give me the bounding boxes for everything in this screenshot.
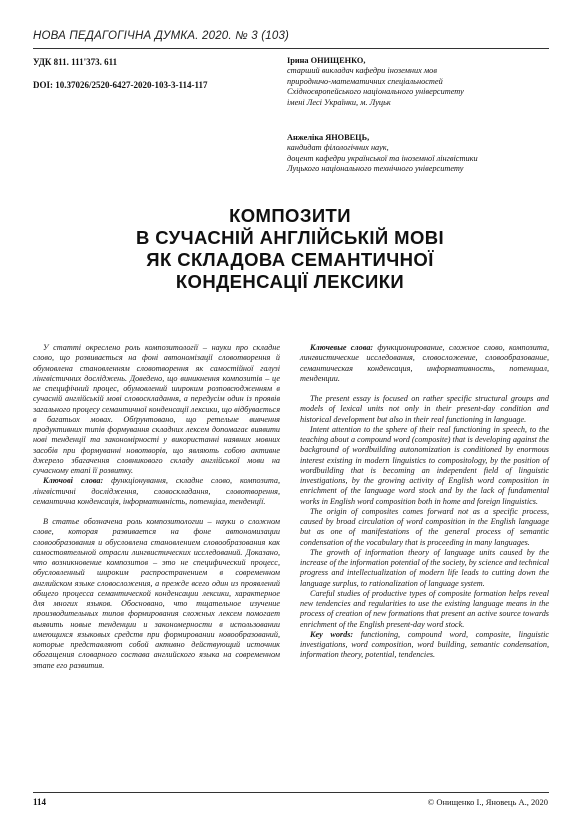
author-affiliation-line: доцент кафедри української та іноземної лінгвістики <box>287 153 478 163</box>
author-affiliation-line: Луцького національного технічного університету <box>287 164 464 174</box>
right-column <box>300 343 549 661</box>
abstract-russian: В статье обозначена роль композитологии – науки о сложном слове, которая развивается на фоне автономизации словообразования и обусловлена становлением словообразования как самостоятельной отрасли лингвистических исследований. Доказано, что возникновение композитов – это не специфический процесс, обусловленный широким распространением в современном английском языке словосложения, а прежде всего один из проявлений общего процесса семантической конденсации лексики, характерное для многих языков. Обосновано, что тщательное изучение производительных типов формирования сложных лексем помогает выявить новые тенденции и закономерности в использовании имеющихся языковых средств при формировании новообразований, которые представляют собой активно действующий источник обогащения словарного состава английского языка на современном этапе его развития. <box>33 517 280 670</box>
header-rule <box>33 48 549 49</box>
section-gap <box>300 384 549 394</box>
title-line: В СУЧАСНІЙ АНГЛІЙСЬКІЙ МОВІ <box>135 227 445 248</box>
author-block-1 <box>287 56 549 108</box>
journal-header: НОВА ПЕДАГОГІЧНА ДУМКА. 2020. № 3 (103) <box>33 30 290 42</box>
author-affiliation-line: старший викладач кафедри іноземних мов <box>287 66 437 76</box>
udc-code: УДК 811. 111'373. 611 <box>33 57 118 67</box>
left-column <box>33 343 280 671</box>
keywords-label: Ключевые слова: <box>310 343 374 352</box>
author-block-2 <box>287 133 549 175</box>
keywords-russian <box>300 343 549 384</box>
author-affiliation-line: природничо-математичних спеціальностей <box>287 76 443 86</box>
section-gap <box>33 507 280 517</box>
abstract-english-paragraph: The present essay is focused on rather specific structural groups and models of lexical units not only in their present-day condition and historical development but also in their real functioning in language. <box>300 394 549 424</box>
abstract-english-paragraph: The origin of composites comes forward not as a specific process, caused by broad circulation of word composition in the English language but as one of manifestations of the general process of semantic condensation of the vocabulary that is proceeding in many languages. <box>300 506 549 547</box>
author-affiliation-line: імені Лесі Українки, м. Луцьк <box>287 97 391 107</box>
article-title <box>40 205 540 293</box>
author-affiliation-line: Східноєвропейського національного університету <box>287 87 464 97</box>
copyright-notice: © Онищенко І., Яновець А., 2020 <box>427 797 548 807</box>
abstract-english-paragraph: Intent attention to the sphere of their real functioning in speech, to the teaching about a compound word (composite) that is developing against the background of wordbuilding autonomization is conditioned by enormous interest existing in modern linguistics to compositology, by the position of wordbuilding that is becoming an independent field of linguistic investigations, by the growing activity of English word composition in enrichment of the language word stock and by the lack of fundamental works in English word composition both in home and foreign linguistics. <box>300 424 549 506</box>
abstract-english-paragraph: The growth of information theory of language units caused by the increase of the information potential of the society, by science and technical progress and intellectualization of modern life leads to cutting down the language surplus, to rationalization of language system. <box>300 547 549 588</box>
keywords-list: functioning, compound word, composite, linguistic investigations, word composition, word building, semantic condensation, information theory, potential, tendencies. <box>300 629 549 660</box>
keywords-english <box>300 630 549 661</box>
footer-rule <box>33 792 549 793</box>
abstract-english-paragraph: Careful studies of productive types of composite formation helps reveal new tendencies and regularities to use the existing language means in the process of creation of new formations that present an active source towards enrichment of the English present-day word stock. <box>300 588 549 629</box>
abstract-ukrainian: У статті окреслено роль композитології – науки про складне слово, що розвивається на фоні автономізації словотворення й обумовлена становленням словотворення як самостійної галузі лінгвістичних досліджень. Доведено, що виникнення композитів – це не специфічний процес, обумовлений широким розповсюдженням в сучасній англійській мові словоскладання, а передусім один із проявів загального процесу семантичної конденсації лексики, що відбувається в багатьох мовах. Обґрунтовано, що ретельне вивчення продуктивних типів формування складних лексем допомагає виявити нові тенденції та закономірності у використанні наявних мовних засобів при формуванні новотворів, що являють собою активне джерело збагачення словникового складу англійської мови на сучасному етапі її розвитку. <box>33 343 280 475</box>
keywords-ukrainian <box>33 476 280 507</box>
page-number: 114 <box>33 797 47 807</box>
title-line: ЯК СКЛАДОВА СЕМАНТИЧНОЇ <box>146 249 434 270</box>
keywords-label: Ключові слова: <box>43 476 104 486</box>
author-affiliation-line: кандидат філологічних наук, <box>287 143 389 153</box>
author-name: Анжеліка ЯНОВЕЦЬ, <box>287 133 370 142</box>
doi[interactable]: DOI: 10.37026/2520-6427-2020-103-3-114-117 <box>33 80 208 90</box>
keywords-list: функціонування, складне слово, композита, лінгвістичні дослідження, словоскладання, словотворення, семантична конденсація, інформативність, потенціал, тенденції. <box>33 476 280 506</box>
keywords-list: функционирование, сложное слово, композита, лингвистические исследования, словосложение, словообразование, семантическая конденсация, информативность, потенциал, тенденции. <box>300 343 549 383</box>
title-line: КОМПОЗИТИ <box>229 205 351 226</box>
keywords-label: Key words: <box>310 629 354 639</box>
author-name: Ірина ОНИЩЕНКО, <box>287 56 366 65</box>
title-line: КОНДЕНСАЦІЇ ЛЕКСИКИ <box>175 271 405 292</box>
